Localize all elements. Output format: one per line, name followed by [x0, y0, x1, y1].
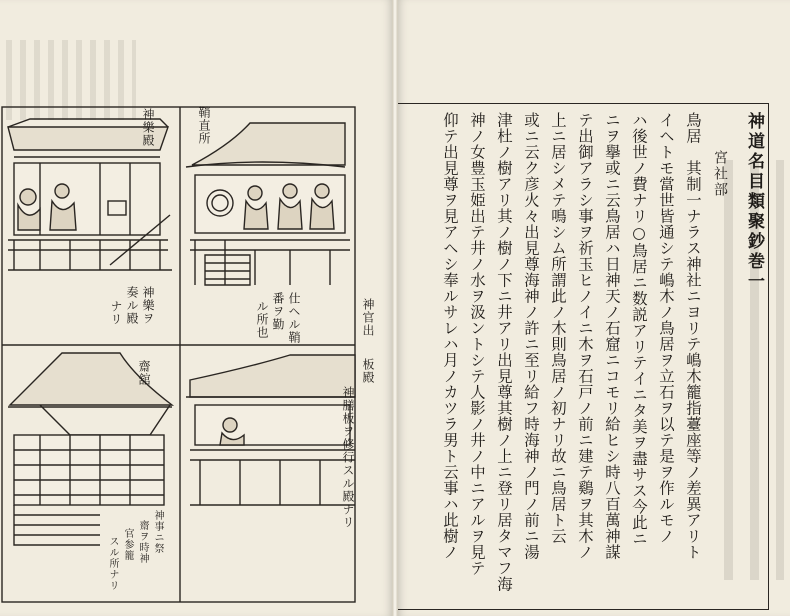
caption-note: ナリ [109, 300, 123, 326]
caption-title: 齋舘 [137, 360, 151, 386]
caption-note: 官参籠 [122, 528, 133, 561]
caption-note: スル所ナリ [107, 536, 118, 591]
text-column: 上ニ居シメテ鳴シム所謂此ノ木則鳥居ノ初ナリ故ニ鳥居ト云 [549, 112, 567, 544]
caption-note: 仕ヘル鞘 [287, 292, 301, 344]
text-column: 鳥居 其制一ナラス神社ニヨリテ嶋木籠指薹座等ノ差異アリト [684, 112, 702, 560]
itadono-hall-drawing [186, 355, 355, 505]
caption-note: 奏ル殿 [125, 286, 139, 325]
caption-note: 神樂ヲ [141, 286, 155, 325]
caption-note: 番ヲ勤 [271, 292, 285, 331]
text-column: 或ニ云ク彦火々出見尊海神ノ許ニ至リ給フ時海神ノ門ノ前ニ湯 [522, 112, 540, 560]
text-column: ニヲ擧或ニ云鳥居ハ日神天ノ石窟ニコモリ給ヒシ時八百萬神謀 [603, 112, 621, 560]
caption-side: 神膳板ヲ修行スル殿ナリ [341, 386, 355, 529]
shrine-buildings-illustration [0, 105, 360, 605]
left-page [0, 0, 392, 616]
text-column: 津杜ノ樹アリ其ノ樹ノ下ニ井アリ出見尊其樹ノ上ニ登リ居タマフ海 [495, 112, 513, 592]
caption-title: 鞘直所 [197, 106, 211, 145]
text-column: テ出御アラシ事ヲ祈玉ヒノイニ木ヲ石戸ノ前ニ建テ鷄ヲ其木ノ [576, 112, 594, 560]
caption-side: 神官出 [361, 298, 375, 337]
text-column: イヘトモ當世皆通シテ嶋木ノ鳥居ヲ立石ヲ以テ是ヲ作ルモノ [657, 112, 675, 544]
text-column: ハ後世ノ費ナリ○鳥居ニ数説アリテイニタ美ヲ盡サス今此ニ [630, 112, 648, 547]
guard-house-drawing [186, 123, 350, 285]
book-title: 神道名目類聚鈔巻一 [744, 112, 764, 292]
caption-note: 齋ヲ時神 [137, 520, 148, 564]
text-column: 仰テ出見尊ヲ見アヘシ奉ルサレハ月ノカツラ男ト云事ハ此樹ノ [441, 112, 459, 560]
caption-title: 神樂殿 [141, 108, 155, 147]
right-page [398, 0, 790, 616]
caption-side: 板殿 [361, 358, 375, 384]
caption-note: 神事ニ祭 [152, 510, 163, 554]
text-column: 神ノ女豊玉姫出テ井ノ水ヲ汲ントシテ人影ノ井ノ中ニアルヲ見テ [468, 112, 486, 576]
section-heading: 宮社部 [712, 150, 728, 198]
caption-note: ル所也 [255, 300, 269, 339]
